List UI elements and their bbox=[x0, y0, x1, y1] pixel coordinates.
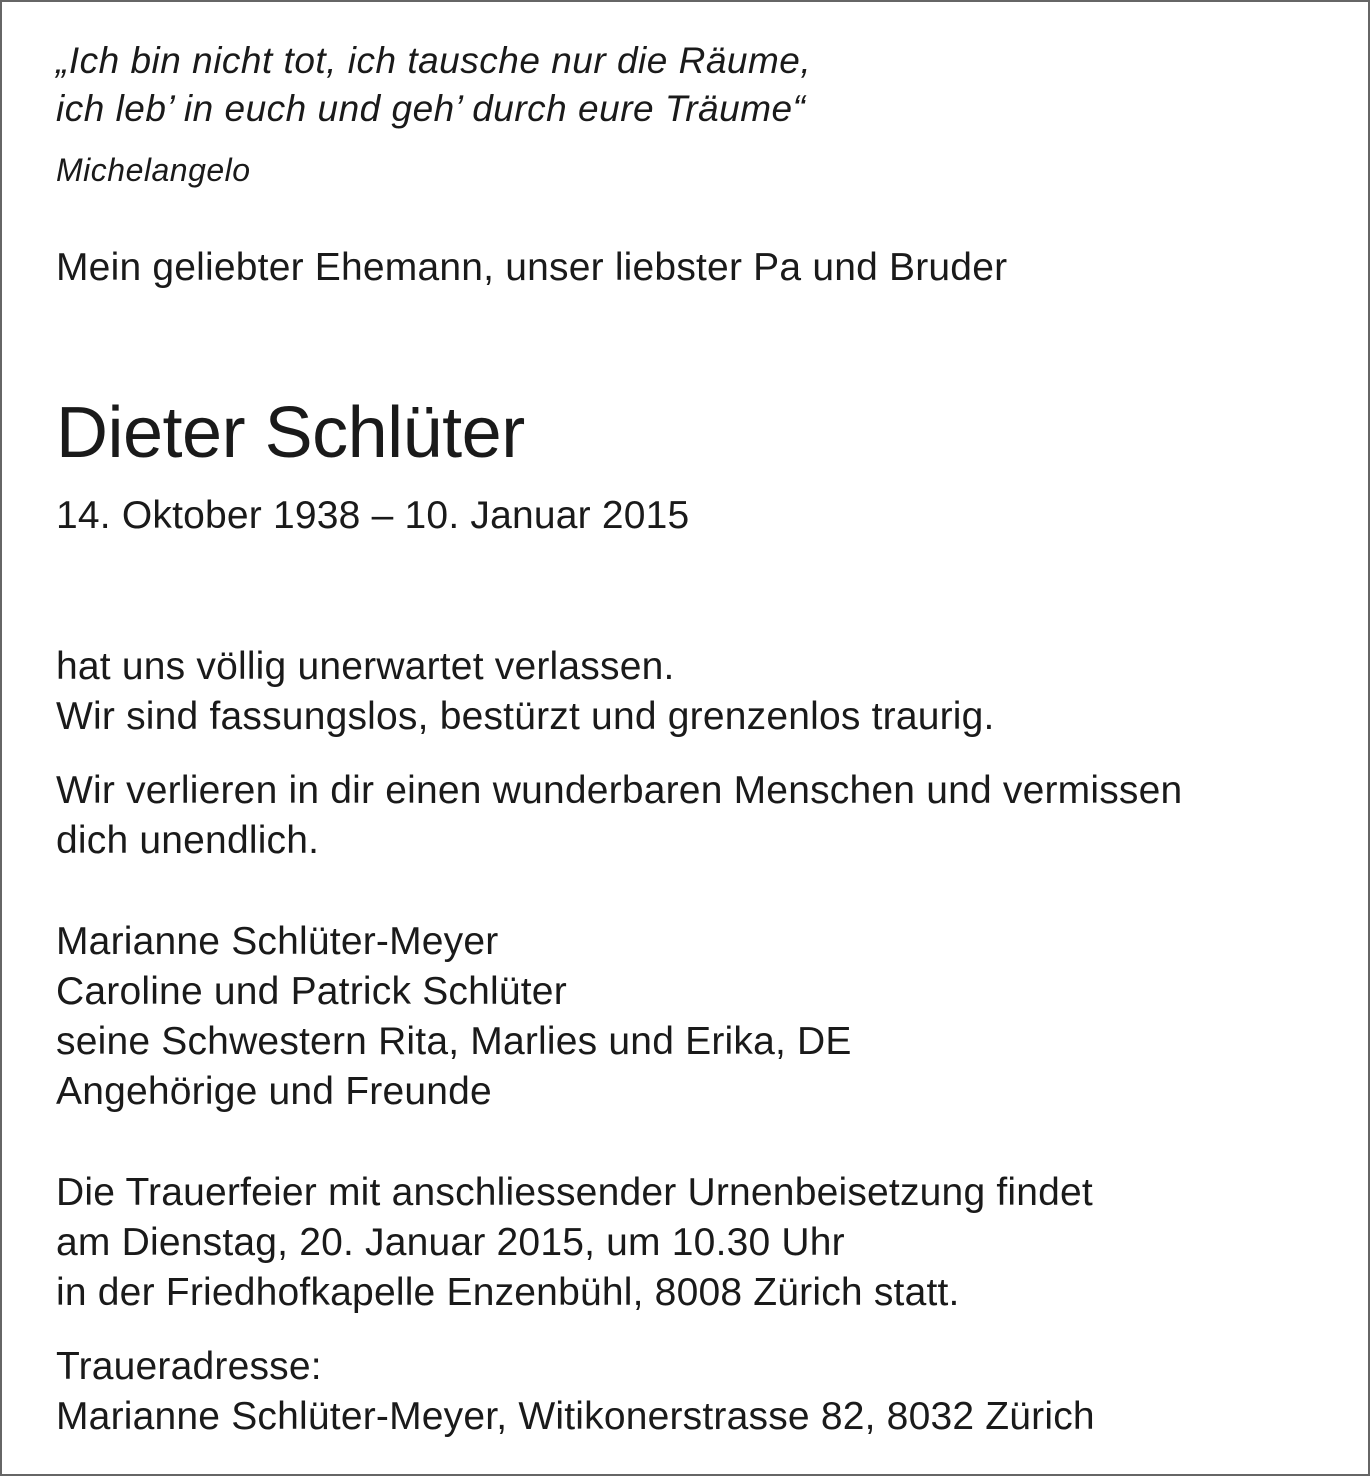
mourner-line-1: Marianne Schlüter-Meyer bbox=[56, 920, 499, 963]
life-dates: 14. Oktober 1938 – 10. Januar 2015 bbox=[56, 494, 690, 537]
message-line-1: hat uns völlig unerwartet verlassen. bbox=[56, 645, 675, 688]
deceased-name: Dieter Schlüter bbox=[56, 393, 525, 473]
ceremony-line-2: am Dienstag, 20. Januar 2015, um 10.30 Uhr bbox=[56, 1221, 845, 1264]
message-line-2: Wir sind fassungslos, bestürzt und grenzenlos traurig. bbox=[56, 695, 995, 738]
message-line-4: dich unendlich. bbox=[56, 819, 320, 862]
quote-author: Michelangelo bbox=[56, 152, 251, 188]
quote-line-2: ich leb’ in euch und geh’ durch eure Träume“ bbox=[56, 88, 806, 129]
ceremony-line-1: Die Trauerfeier mit anschliessender Urnenbeisetzung findet bbox=[56, 1171, 1093, 1214]
quote-line-1: „Ich bin nicht tot, ich tausche nur die Räume, bbox=[56, 40, 812, 81]
mourner-line-3: seine Schwestern Rita, Marlies und Erika, DE bbox=[56, 1020, 852, 1063]
address-value: Marianne Schlüter-Meyer, Witikonerstrasse 82, 8032 Zürich bbox=[56, 1395, 1095, 1438]
mourner-line-4: Angehörige und Freunde bbox=[56, 1070, 492, 1113]
intro-text: Mein geliebter Ehemann, unser liebster Pa und Bruder bbox=[56, 246, 1008, 289]
ceremony-line-3: in der Friedhofkapelle Enzenbühl, 8008 Zürich statt. bbox=[56, 1271, 960, 1314]
mourner-line-2: Caroline und Patrick Schlüter bbox=[56, 970, 567, 1013]
message-line-3: Wir verlieren in dir einen wunderbaren Menschen und vermissen bbox=[56, 769, 1183, 812]
address-label: Traueradresse: bbox=[56, 1345, 322, 1388]
